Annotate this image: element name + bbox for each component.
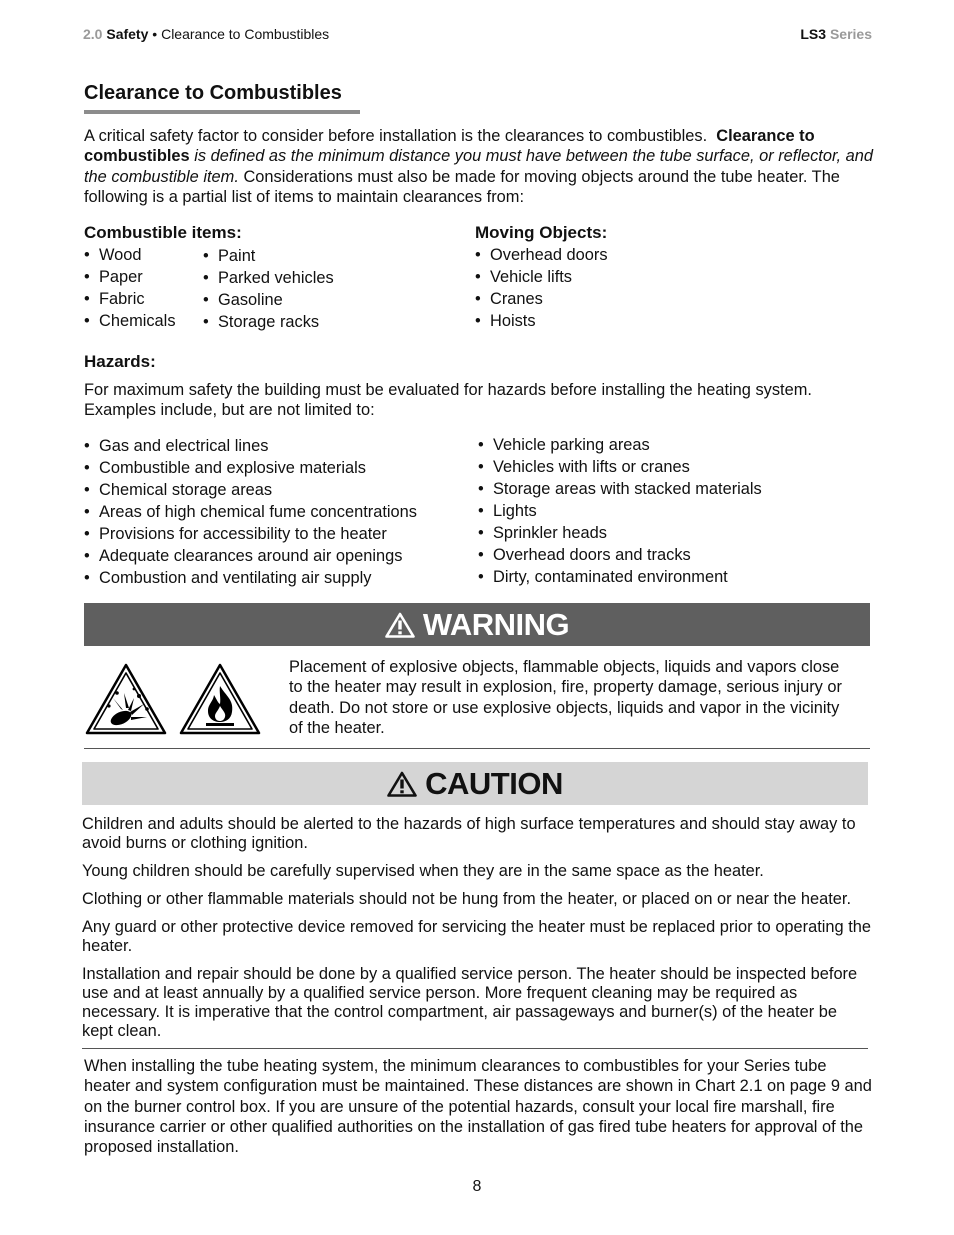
running-header-series [800,26,872,42]
caution-paragraph: Installation and repair should be done by a qualified service person. The heater should be inspected before use and at least annually by a qualified service person. More frequent cleaning may be required as necessary. It is imperative that the control compartment, air passageways and burner(s) of the heater be kept clean. [82,965,858,1040]
intro-bold-term: Clearance to combustibles [84,127,815,166]
caution-paragraph: Young children should be carefully supervised when they are in the same space as the heater. [82,862,764,880]
warning-triangle-icon [385,612,415,638]
combustible-items-heading: Combustible items: [84,223,242,242]
list-item: • Gasoline [203,289,334,311]
warning-divider [84,748,870,749]
list-item: • Storage racks [203,311,334,333]
section-name: Safety [106,26,149,42]
list-item: • Chemicals [84,310,176,332]
list-item: • Parked vehicles [203,267,334,289]
list-item: • Paper [84,266,176,288]
page-title: Clearance to Combustibles [84,82,342,104]
subsection-name: Clearance to Combustibles [161,26,330,42]
closing-divider [82,1048,868,1049]
combustible-list-col2 [203,245,334,333]
list-item: • Overhead doors and tracks [478,544,762,566]
list-item: • Combustible and explosive materials [84,457,417,479]
caution-paragraph: Children and adults should be alerted to the hazards of high surface temperatures and should stay away to avoid burns or clothing ignition. [82,815,856,852]
intro-paragraph [84,126,874,207]
list-item: • Vehicles with lifts or cranes [478,456,762,478]
hazards-list-right [478,434,762,588]
combustible-list-col1 [84,244,176,332]
intro-text-1: A critical safety factor to consider before installation is the clearances to combustibles. [84,127,708,145]
caution-body [82,815,872,1041]
intro-text-2: Considerations must also be made for moving objects around the tube heater. The following is a partial list of items to maintain clearances from: [84,167,840,206]
list-item: • Cranes [475,288,608,310]
list-item: • Vehicle lifts [475,266,608,288]
warning-label: WARNING [422,606,570,642]
warning-text: Placement of explosive objects, flammable objects, liquids and vapors close to the heater may result in explosion, fire, property damage, serious injury or death. Do not store or use explosive objects, liquids and vapor in the vicinity of the heater. [289,658,842,737]
warning-banner [84,603,870,646]
series-code: LS3 [800,26,827,42]
list-item: • Sprinkler heads [478,522,762,544]
hazards-heading: Hazards: [84,352,156,371]
moving-objects-heading: Moving Objects: [475,223,608,242]
explosive-hazard-icon [84,662,168,741]
intro-definition: is defined as the minimum distance you must have between the tube surface, or reflector, and the combustible item. [84,147,873,186]
flammable-hazard-icon [178,662,262,741]
running-header-section [83,26,329,42]
section-number: 2.0 [83,26,103,42]
list-item: • Hoists [475,310,608,332]
page-number: 8 [472,1178,482,1195]
list-item: • Overhead doors [475,244,608,266]
caution-paragraph: Any guard or other protective device removed for servicing the heater must be replaced prior to operating the heater. [82,918,871,955]
closing-paragraph: When installing the tube heating system, the minimum clearances to combustibles for your Series tube heater and system configuration must be maintained. These distances are shown in Chart 2.1 on page 9 and on the burner control box. If you are unsure of the potential hazards, consult your local fire marshall, fire insurance carrier or other qualified authorities on the installation of gas fired tube heaters for approval of the proposed installation. [84,1057,872,1157]
moving-objects-list [475,244,608,332]
list-item: • Paint [203,245,334,267]
list-item: • Areas of high chemical fume concentrations [84,501,417,523]
list-item: • Chemical storage areas [84,479,417,501]
list-item: • Fabric [84,288,176,310]
list-item: • Provisions for accessibility to the heater [84,523,417,545]
hazards-list-left [84,435,417,589]
list-item: • Lights [478,500,762,522]
warning-triangle-icon [387,771,417,797]
list-item: • Wood [84,244,176,266]
list-item: • Gas and electrical lines [84,435,417,457]
caution-banner [82,762,868,805]
list-item: • Dirty, contaminated environment [478,566,762,588]
caution-paragraph: Clothing or other flammable materials should not be hung from the heater, or placed on or near the heater. [82,890,851,908]
list-item: • Storage areas with stacked materials [478,478,762,500]
list-item: • Adequate clearances around air openings [84,545,417,567]
title-underline [84,110,360,114]
caution-label: CAUTION [425,765,563,801]
list-item: • Combustion and ventilating air supply [84,567,417,589]
series-word: Series [829,26,872,42]
header-separator: • [152,26,158,42]
hazards-paragraph: For maximum safety the building must be evaluated for hazards before installing the heating system. Examples include, but are not limited to: [84,381,812,420]
list-item: • Vehicle parking areas [478,434,762,456]
